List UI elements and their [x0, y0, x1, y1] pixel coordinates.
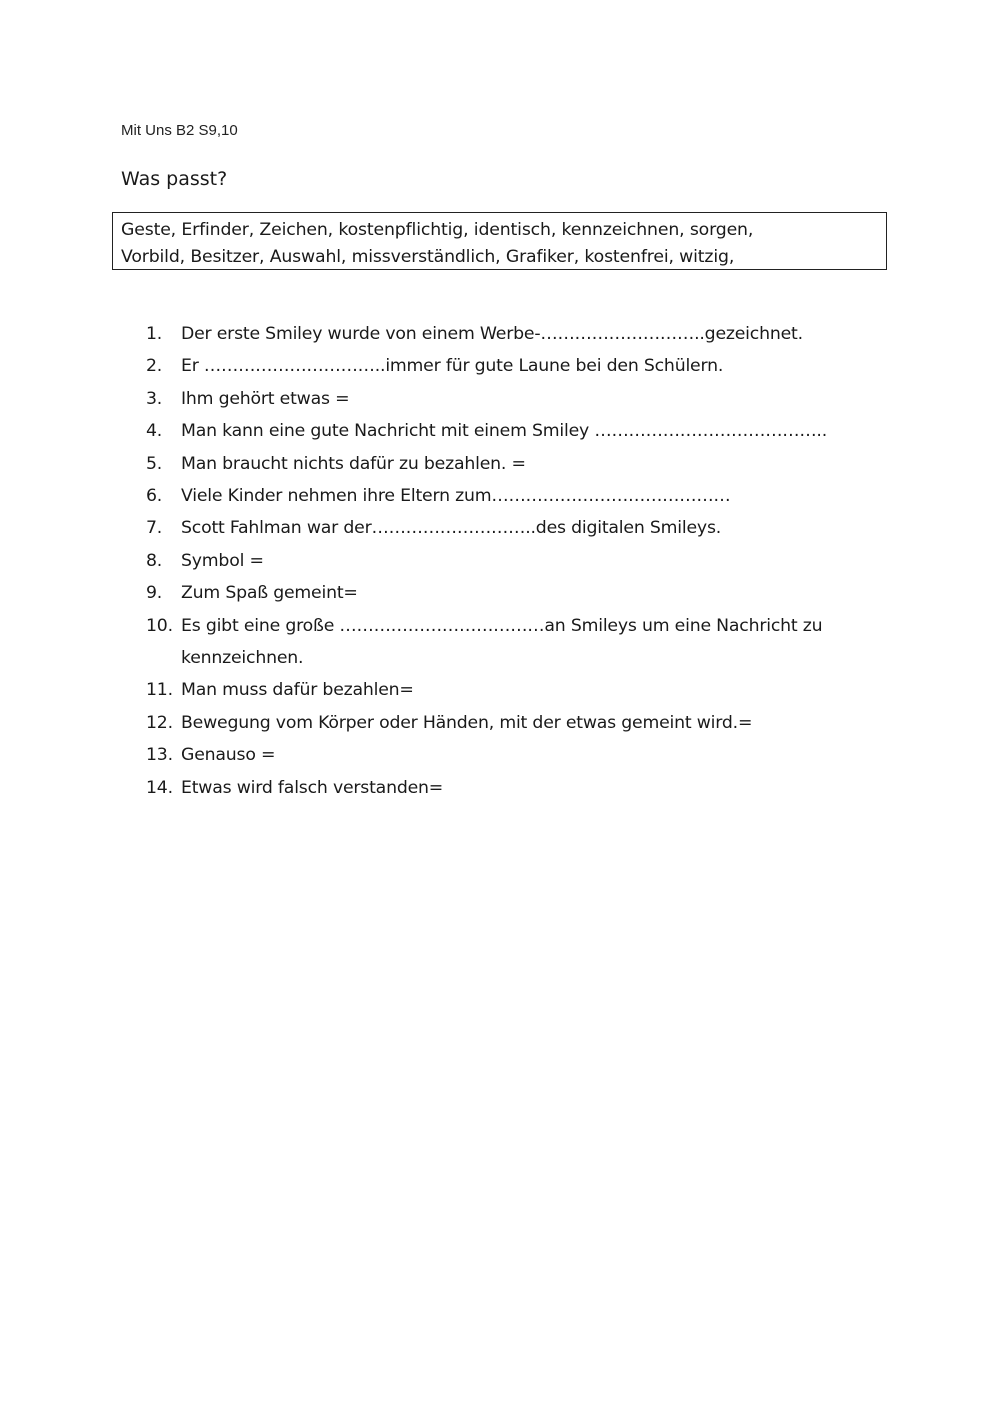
item-number: 7.: [146, 518, 163, 539]
header-text: Mit Uns B2 S9,10: [121, 122, 238, 139]
item-number: 3.: [146, 388, 163, 409]
item-number: 12.: [146, 712, 173, 733]
list-item: [146, 707, 866, 739]
item-text-continuation: kennzeichnen.: [181, 648, 304, 669]
word-box-line-2: Vorbild, Besitzer, Auswahl, missverständlich, Grafiker, kostenfrei, witzig,: [121, 247, 735, 267]
item-text: Genauso =: [181, 745, 276, 766]
item-number: 9.: [146, 583, 163, 604]
item-text: Man muss dafür bezahlen=: [181, 680, 414, 701]
item-number: 8.: [146, 550, 163, 571]
list-item: [146, 350, 866, 382]
list-item: [146, 772, 866, 804]
item-text: Etwas wird falsch verstanden=: [181, 777, 444, 798]
exercise-list: [146, 318, 866, 804]
list-item-continuation: [146, 642, 866, 674]
item-text: Ihm gehört etwas =: [181, 388, 350, 409]
item-text: Zum Spaß gemeint=: [181, 583, 358, 604]
item-number: 13.: [146, 745, 173, 766]
list-item: [146, 448, 866, 480]
item-number: 5.: [146, 453, 163, 474]
item-text: Man braucht nichts dafür zu bezahlen. =: [181, 453, 526, 474]
item-text: Es gibt eine große ………………………………an Smileys um eine Nachricht zu: [181, 615, 823, 636]
item-number: 14.: [146, 777, 173, 798]
word-box: [112, 212, 887, 270]
list-item: [146, 383, 866, 415]
item-number: 2.: [146, 356, 163, 377]
item-text: Scott Fahlman war der………………………..des digitalen Smileys.: [181, 518, 722, 539]
list-item: [146, 610, 866, 642]
exercise-title: Was passt?: [121, 168, 228, 190]
item-number: 10.: [146, 615, 173, 636]
word-box-line-1: Geste, Erfinder, Zeichen, kostenpflichtig, identisch, kennzeichnen, sorgen,: [121, 220, 754, 240]
list-item: [146, 318, 866, 350]
item-number: 11.: [146, 680, 173, 701]
item-text: Man kann eine gute Nachricht mit einem Smiley …………………………………..: [181, 421, 828, 442]
list-item: [146, 674, 866, 706]
list-item: [146, 577, 866, 609]
item-text: Der erste Smiley wurde von einem Werbe-………………………..gezeichnet.: [181, 324, 803, 344]
item-number: 4.: [146, 421, 163, 442]
item-text: Bewegung vom Körper oder Händen, mit der etwas gemeint wird.=: [181, 712, 753, 733]
list-item: [146, 480, 866, 512]
item-text: Viele Kinder nehmen ihre Eltern zum……………………………………: [181, 486, 731, 507]
list-item: [146, 415, 866, 447]
item-text: Er …………………………..immer für gute Laune bei den Schülern.: [181, 356, 724, 377]
list-item: [146, 512, 866, 544]
list-item: [146, 545, 866, 577]
item-text: Symbol =: [181, 550, 264, 571]
item-number: 6.: [146, 486, 163, 507]
item-number: 1.: [146, 324, 163, 344]
list-item: [146, 739, 866, 771]
